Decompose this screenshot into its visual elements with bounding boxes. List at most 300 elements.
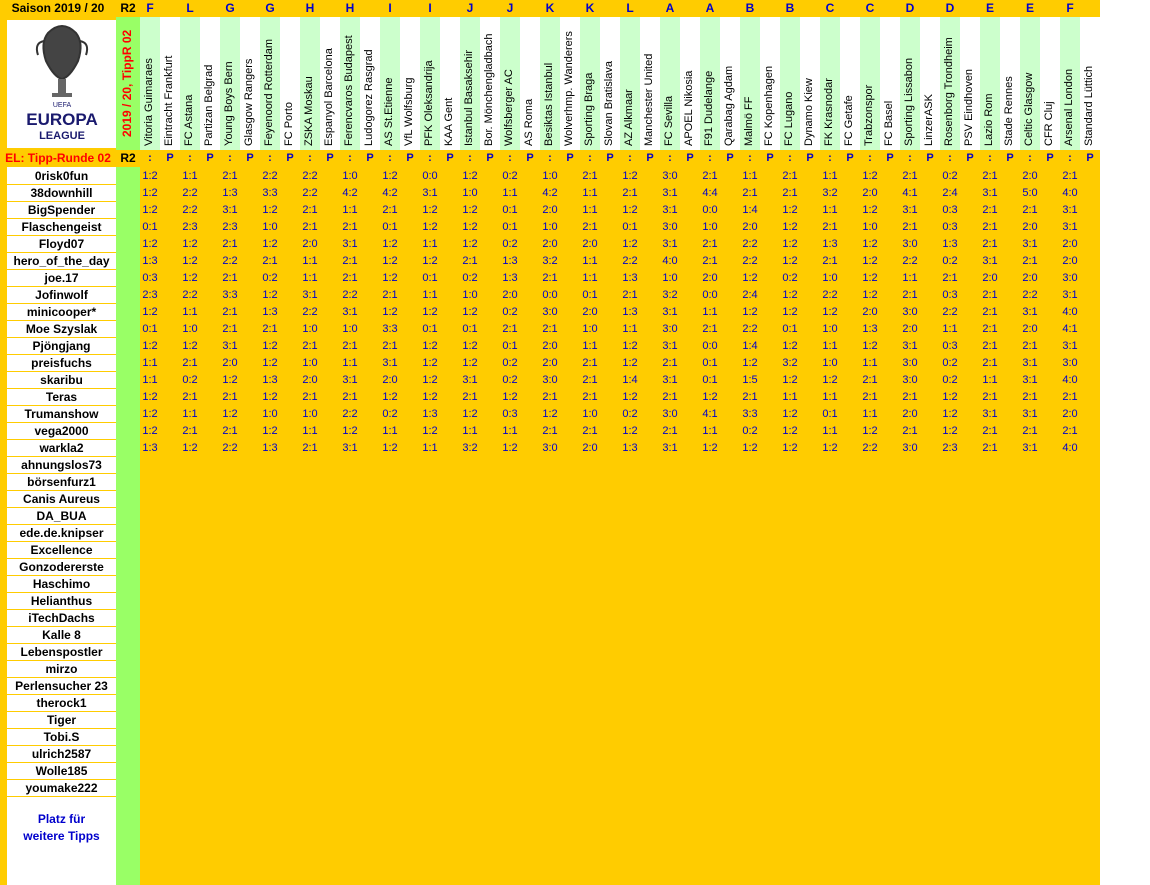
points-marker: P	[480, 150, 500, 167]
tip-value: 2:1	[982, 391, 998, 403]
tip-value: 0:2	[742, 425, 758, 437]
tip-value: 1:3	[862, 323, 878, 335]
player-name: Teras	[7, 389, 116, 406]
tip-value: 2:3	[142, 289, 158, 301]
tip-value: 1:2	[262, 204, 278, 216]
tip-value: 1:2	[142, 170, 158, 182]
tip-value: 1:1	[302, 255, 318, 267]
tip-value: 0:0	[702, 340, 718, 352]
tip-value: 3:1	[1022, 374, 1038, 386]
tip-value: 1:1	[422, 442, 438, 454]
tip-value: 3:1	[662, 340, 678, 352]
logo-line1: EUROPA	[26, 110, 98, 129]
tip-value: 1:2	[782, 425, 798, 437]
tip-value: 1:1	[422, 289, 438, 301]
points-marker: P	[760, 150, 780, 167]
tip-value: 3:1	[982, 255, 998, 267]
team-name: CFR Cluj	[1040, 17, 1060, 150]
tip-value: 3:1	[1022, 306, 1038, 318]
season-title: Saison 2019 / 20	[0, 0, 116, 17]
tip-value: 3:0	[902, 374, 918, 386]
tip-value: 1:2	[782, 289, 798, 301]
tip-value: 1:2	[382, 272, 398, 284]
tip-value: 1:0	[542, 221, 558, 233]
tip-value: 1:0	[262, 221, 278, 233]
row-separator	[7, 201, 116, 202]
row-separator	[7, 252, 116, 253]
tip-value: 2:1	[342, 391, 358, 403]
team-name: Stade Rennes	[1000, 17, 1020, 150]
tip-value: 2:1	[1022, 255, 1038, 267]
tip-value: 1:0	[662, 272, 678, 284]
tip-value: 1:1	[902, 272, 918, 284]
tip-value: 1:0	[462, 289, 478, 301]
tip-value: 2:4	[942, 187, 958, 199]
tip-value: 0:3	[942, 204, 958, 216]
tip-value: 1:1	[942, 323, 958, 335]
tip-value: 2:0	[1022, 221, 1038, 233]
tip-value: 0:3	[502, 408, 518, 420]
group-letter: H	[340, 0, 360, 17]
tip-value: 1:2	[782, 238, 798, 250]
team-name: VfL Wolfsburg	[400, 17, 420, 150]
tip-value: 1:2	[262, 340, 278, 352]
group-letter: C	[820, 0, 840, 17]
tip-value: 1:4	[742, 204, 758, 216]
tip-value: 2:0	[542, 340, 558, 352]
tip-value: 2:1	[542, 272, 558, 284]
team-name: Besiktas Istanbul	[540, 17, 560, 150]
trophy-icon	[8, 21, 116, 148]
row-separator	[7, 218, 116, 219]
tip-value: 0:3	[942, 221, 958, 233]
tip-value: 3:1	[662, 442, 678, 454]
group-letter: I	[380, 0, 400, 17]
tip-value: 4:1	[902, 187, 918, 199]
tip-value: 3:1	[422, 187, 438, 199]
tip-value: 2:1	[222, 323, 238, 335]
tip-value: 1:0	[822, 357, 838, 369]
player-name: Perlensucher 23	[7, 678, 116, 695]
tip-value: 1:2	[422, 306, 438, 318]
team-name: FK Krasnodar	[820, 17, 840, 150]
team-name: APOEL Nikosia	[680, 17, 700, 150]
tip-value: 1:2	[382, 238, 398, 250]
tip-value: 0:1	[462, 323, 478, 335]
tip-value: 1:2	[142, 425, 158, 437]
row-separator	[7, 609, 116, 610]
player-name: joe.17	[7, 270, 116, 287]
tip-value: 1:1	[342, 357, 358, 369]
tip-value: 2:1	[222, 306, 238, 318]
tip-value: 2:1	[702, 255, 718, 267]
tip-marker: :	[980, 150, 1000, 167]
tip-marker: :	[180, 150, 200, 167]
tip-value: 3:0	[542, 306, 558, 318]
player-name: warkla2	[7, 440, 116, 457]
tip-value: 2:0	[862, 306, 878, 318]
tip-value: 2:0	[982, 272, 998, 284]
team-name: F91 Dudelange	[700, 17, 720, 150]
tip-value: 3:1	[1062, 289, 1078, 301]
tip-value: 1:0	[542, 170, 558, 182]
player-name: ulrich2587	[7, 746, 116, 763]
row-separator	[7, 184, 116, 185]
tip-value: 1:2	[222, 408, 238, 420]
tip-value: 1:3	[262, 306, 278, 318]
team-name: Standard Lüttich	[1080, 17, 1100, 150]
tip-value: 2:1	[462, 391, 478, 403]
tip-value: 2:2	[182, 289, 198, 301]
team-name: Slovan Bratislava	[600, 17, 620, 150]
team-name: Ferencvaros Budapest	[340, 17, 360, 150]
row-separator	[7, 388, 116, 389]
tip-value: 1:2	[742, 272, 758, 284]
tip-value: 1:2	[622, 425, 638, 437]
tip-value: 1:2	[462, 340, 478, 352]
tip-value: 2:1	[902, 170, 918, 182]
tip-value: 1:2	[222, 374, 238, 386]
tip-marker: :	[220, 150, 240, 167]
tip-value: 0:2	[622, 408, 638, 420]
team-name: Arsenal London	[1060, 17, 1080, 150]
tip-value: 1:1	[862, 357, 878, 369]
tip-value: 1:3	[262, 442, 278, 454]
tip-value: 1:3	[942, 238, 958, 250]
tip-value: 2:1	[502, 323, 518, 335]
tip-value: 1:3	[502, 255, 518, 267]
tip-value: 2:2	[862, 442, 878, 454]
team-name: AS St.Etienne	[380, 17, 400, 150]
logo-frame	[7, 17, 116, 20]
tip-value: 0:2	[382, 408, 398, 420]
tip-value: 2:0	[382, 374, 398, 386]
tip-value: 2:1	[182, 425, 198, 437]
tip-value: 1:0	[302, 408, 318, 420]
points-marker: P	[240, 150, 260, 167]
tip-value: 1:2	[862, 272, 878, 284]
tip-value: 1:3	[622, 442, 638, 454]
tip-value: 2:1	[342, 340, 358, 352]
tip-value: 4:2	[542, 187, 558, 199]
row-separator	[7, 711, 116, 712]
tip-value: 2:2	[182, 187, 198, 199]
tip-value: 2:0	[1022, 323, 1038, 335]
tip-value: 2:1	[302, 204, 318, 216]
points-marker: P	[560, 150, 580, 167]
tip-value: 1:3	[142, 255, 158, 267]
tip-value: 1:2	[182, 442, 198, 454]
tip-value: 2:1	[582, 221, 598, 233]
logo-uefa: UEFA	[52, 102, 72, 109]
tip-value: 1:2	[542, 408, 558, 420]
tip-value: 1:2	[262, 357, 278, 369]
tip-value: 2:3	[182, 221, 198, 233]
team-name: Trabzonspor	[860, 17, 880, 150]
tip-value: 2:1	[302, 221, 318, 233]
tip-value: 2:2	[222, 442, 238, 454]
tip-value: 0:1	[822, 408, 838, 420]
group-letter: D	[900, 0, 920, 17]
tip-marker: :	[580, 150, 600, 167]
player-name: hero_of_the_day	[7, 253, 116, 270]
tip-value: 1:2	[422, 374, 438, 386]
player-name: 0risk0fun	[7, 168, 116, 185]
points-marker: P	[680, 150, 700, 167]
tip-value: 1:2	[262, 289, 278, 301]
team-name: AZ Alkmaar	[620, 17, 640, 150]
tip-value: 2:1	[542, 425, 558, 437]
tip-value: 1:2	[422, 391, 438, 403]
tip-value: 3:1	[1062, 221, 1078, 233]
tip-marker: :	[940, 150, 960, 167]
tip-value: 1:1	[822, 391, 838, 403]
tip-value: 3:0	[542, 374, 558, 386]
tip-value: 4:0	[1062, 306, 1078, 318]
left-border	[0, 0, 7, 885]
tip-value: 2:1	[902, 391, 918, 403]
tip-value: 3:3	[222, 289, 238, 301]
tip-marker: :	[460, 150, 480, 167]
tip-marker: :	[1020, 150, 1040, 167]
tip-value: 1:2	[782, 204, 798, 216]
tip-value: 1:2	[182, 238, 198, 250]
row-separator	[7, 371, 116, 372]
tip-value: 2:1	[582, 391, 598, 403]
tip-value: 3:1	[662, 306, 678, 318]
tip-value: 3:1	[902, 340, 918, 352]
tip-value: 1:1	[342, 204, 358, 216]
tip-value: 2:1	[222, 391, 238, 403]
tip-value: 1:2	[822, 374, 838, 386]
tip-value: 2:1	[662, 357, 678, 369]
row-separator	[7, 779, 116, 780]
tip-value: 2:1	[222, 238, 238, 250]
tip-value: 1:2	[782, 442, 798, 454]
tip-value: 0:1	[382, 221, 398, 233]
tip-value: 1:2	[502, 442, 518, 454]
tip-value: 2:2	[302, 187, 318, 199]
tip-value: 1:3	[822, 238, 838, 250]
tip-value: 1:2	[142, 187, 158, 199]
tip-value: 1:0	[862, 221, 878, 233]
tip-value: 1:2	[382, 391, 398, 403]
tip-value: 3:1	[662, 374, 678, 386]
team-name: FC Lugano	[780, 17, 800, 150]
tip-value: 1:2	[942, 408, 958, 420]
points-marker: P	[1000, 150, 1020, 167]
tip-value: 2:1	[542, 391, 558, 403]
tip-marker: :	[540, 150, 560, 167]
tip-value: 2:1	[782, 170, 798, 182]
tip-value: 2:1	[222, 170, 238, 182]
tip-value: 3:0	[1062, 357, 1078, 369]
tip-value: 2:0	[1062, 408, 1078, 420]
row-separator	[7, 439, 116, 440]
player-name: 38downhill	[7, 185, 116, 202]
tip-value: 2:0	[702, 272, 718, 284]
tip-value: 1:1	[582, 272, 598, 284]
tip-value: 2:1	[342, 272, 358, 284]
tip-value: 2:1	[182, 391, 198, 403]
tip-value: 2:1	[902, 221, 918, 233]
group-letter: G	[220, 0, 240, 17]
vertical-round-label: 2019 / 20, TippR 02	[116, 17, 140, 150]
tip-value: 1:1	[182, 170, 198, 182]
tip-value: 3:1	[302, 289, 318, 301]
tip-value: 0:2	[462, 272, 478, 284]
tip-value: 2:1	[182, 357, 198, 369]
row-separator	[7, 490, 116, 491]
tip-value: 1:2	[862, 425, 878, 437]
tip-value: 2:1	[982, 442, 998, 454]
tip-value: 2:2	[302, 170, 318, 182]
player-name: Trumanshow	[7, 406, 116, 423]
tip-value: 1:2	[422, 340, 438, 352]
tip-value: 0:2	[942, 357, 958, 369]
tip-value: 0:1	[582, 289, 598, 301]
tip-value: 1:4	[622, 374, 638, 386]
tip-value: 3:1	[662, 204, 678, 216]
group-letter: G	[260, 0, 280, 17]
tip-value: 1:2	[742, 442, 758, 454]
player-name: Moe Szyslak	[7, 321, 116, 338]
group-letter: B	[740, 0, 760, 17]
tip-value: 2:1	[982, 357, 998, 369]
tip-value: 2:0	[542, 204, 558, 216]
tip-value: 2:0	[742, 221, 758, 233]
tip-value: 3:2	[462, 442, 478, 454]
tip-value: 3:1	[342, 306, 358, 318]
tip-value: 2:1	[582, 374, 598, 386]
tip-value: 2:1	[262, 323, 278, 335]
tip-value: 3:2	[662, 289, 678, 301]
tip-value: 1:0	[582, 408, 598, 420]
tip-value: 1:2	[462, 238, 478, 250]
points-marker: P	[360, 150, 380, 167]
tip-value: 1:2	[142, 391, 158, 403]
tip-value: 1:2	[622, 340, 638, 352]
tip-value: 3:0	[662, 170, 678, 182]
tip-value: 0:1	[782, 323, 798, 335]
tip-value: 1:1	[822, 204, 838, 216]
row-separator	[7, 235, 116, 236]
tip-value: 2:1	[702, 323, 718, 335]
tip-value: 2:1	[582, 357, 598, 369]
tip-value: 1:2	[382, 170, 398, 182]
tip-value: 4:0	[1062, 187, 1078, 199]
tip-value: 1:1	[182, 408, 198, 420]
tip-value: 2:1	[1022, 391, 1038, 403]
tip-value: 0:3	[942, 289, 958, 301]
team-name: Bor. Mönchengladbach	[480, 17, 500, 150]
group-letter: H	[300, 0, 320, 17]
tip-value: 0:2	[942, 255, 958, 267]
tip-value: 3:0	[662, 323, 678, 335]
tip-value: 2:1	[982, 425, 998, 437]
tip-value: 3:1	[382, 357, 398, 369]
more-tips-note	[7, 797, 116, 873]
tip-value: 1:2	[382, 306, 398, 318]
tip-value: 2:0	[502, 289, 518, 301]
player-name: youmake222	[7, 780, 116, 797]
tip-value: 5:0	[1022, 187, 1038, 199]
tip-value: 2:2	[622, 255, 638, 267]
player-name: Floyd07	[7, 236, 116, 253]
team-name: Qarabag Agdam	[720, 17, 740, 150]
tip-value: 2:2	[182, 204, 198, 216]
tip-value: 2:1	[662, 391, 678, 403]
tip-value: 0:0	[702, 289, 718, 301]
tip-value: 2:1	[822, 255, 838, 267]
player-name: skaribu	[7, 372, 116, 389]
tip-value: 3:2	[782, 357, 798, 369]
player-name: ahnungslos73	[7, 457, 116, 474]
tip-value: 2:1	[942, 272, 958, 284]
tip-value: 0:1	[142, 221, 158, 233]
row-separator	[7, 694, 116, 695]
tip-marker: :	[500, 150, 520, 167]
tip-marker: :	[620, 150, 640, 167]
tip-value: 1:2	[702, 442, 718, 454]
player-name: Wolle185	[7, 763, 116, 780]
row-separator	[7, 269, 116, 270]
tip-value: 3:1	[1022, 238, 1038, 250]
tip-value: 2:3	[222, 221, 238, 233]
group-letter: A	[660, 0, 680, 17]
team-name: FC Astana	[180, 17, 200, 150]
player-name: mirzo	[7, 661, 116, 678]
tip-value: 3:0	[662, 221, 678, 233]
tip-value: 2:1	[982, 204, 998, 216]
tip-value: 1:1	[742, 170, 758, 182]
tip-value: 2:1	[982, 170, 998, 182]
points-marker: P	[1040, 150, 1060, 167]
tip-value: 1:3	[622, 272, 638, 284]
tip-value: 1:1	[182, 306, 198, 318]
tip-value: 2:2	[342, 289, 358, 301]
tip-value: 1:2	[622, 204, 638, 216]
tip-value: 2:0	[902, 323, 918, 335]
tip-value: 3:0	[542, 442, 558, 454]
row-separator	[7, 592, 116, 593]
row-separator	[7, 728, 116, 729]
row-separator	[7, 320, 116, 321]
tip-value: 1:2	[262, 238, 278, 250]
tip-value: 1:2	[822, 442, 838, 454]
points-marker: P	[400, 150, 420, 167]
points-marker: P	[600, 150, 620, 167]
tip-value: 1:1	[702, 306, 718, 318]
team-name: Malmö FF	[740, 17, 760, 150]
tip-value: 3:2	[822, 187, 838, 199]
tip-value: 3:1	[342, 374, 358, 386]
points-marker: P	[520, 150, 540, 167]
tip-value: 3:1	[982, 408, 998, 420]
tip-value: 1:0	[702, 221, 718, 233]
tip-value: 2:1	[862, 391, 878, 403]
tip-value: 2:1	[982, 221, 998, 233]
tip-value: 0:1	[502, 340, 518, 352]
tip-value: 3:1	[1062, 340, 1078, 352]
player-name: vega2000	[7, 423, 116, 440]
tip-value: 1:2	[782, 306, 798, 318]
group-letter: L	[180, 0, 200, 17]
player-name: Tiger	[7, 712, 116, 729]
tip-value: 1:1	[382, 425, 398, 437]
tip-value: 2:2	[822, 289, 838, 301]
points-marker: P	[880, 150, 900, 167]
